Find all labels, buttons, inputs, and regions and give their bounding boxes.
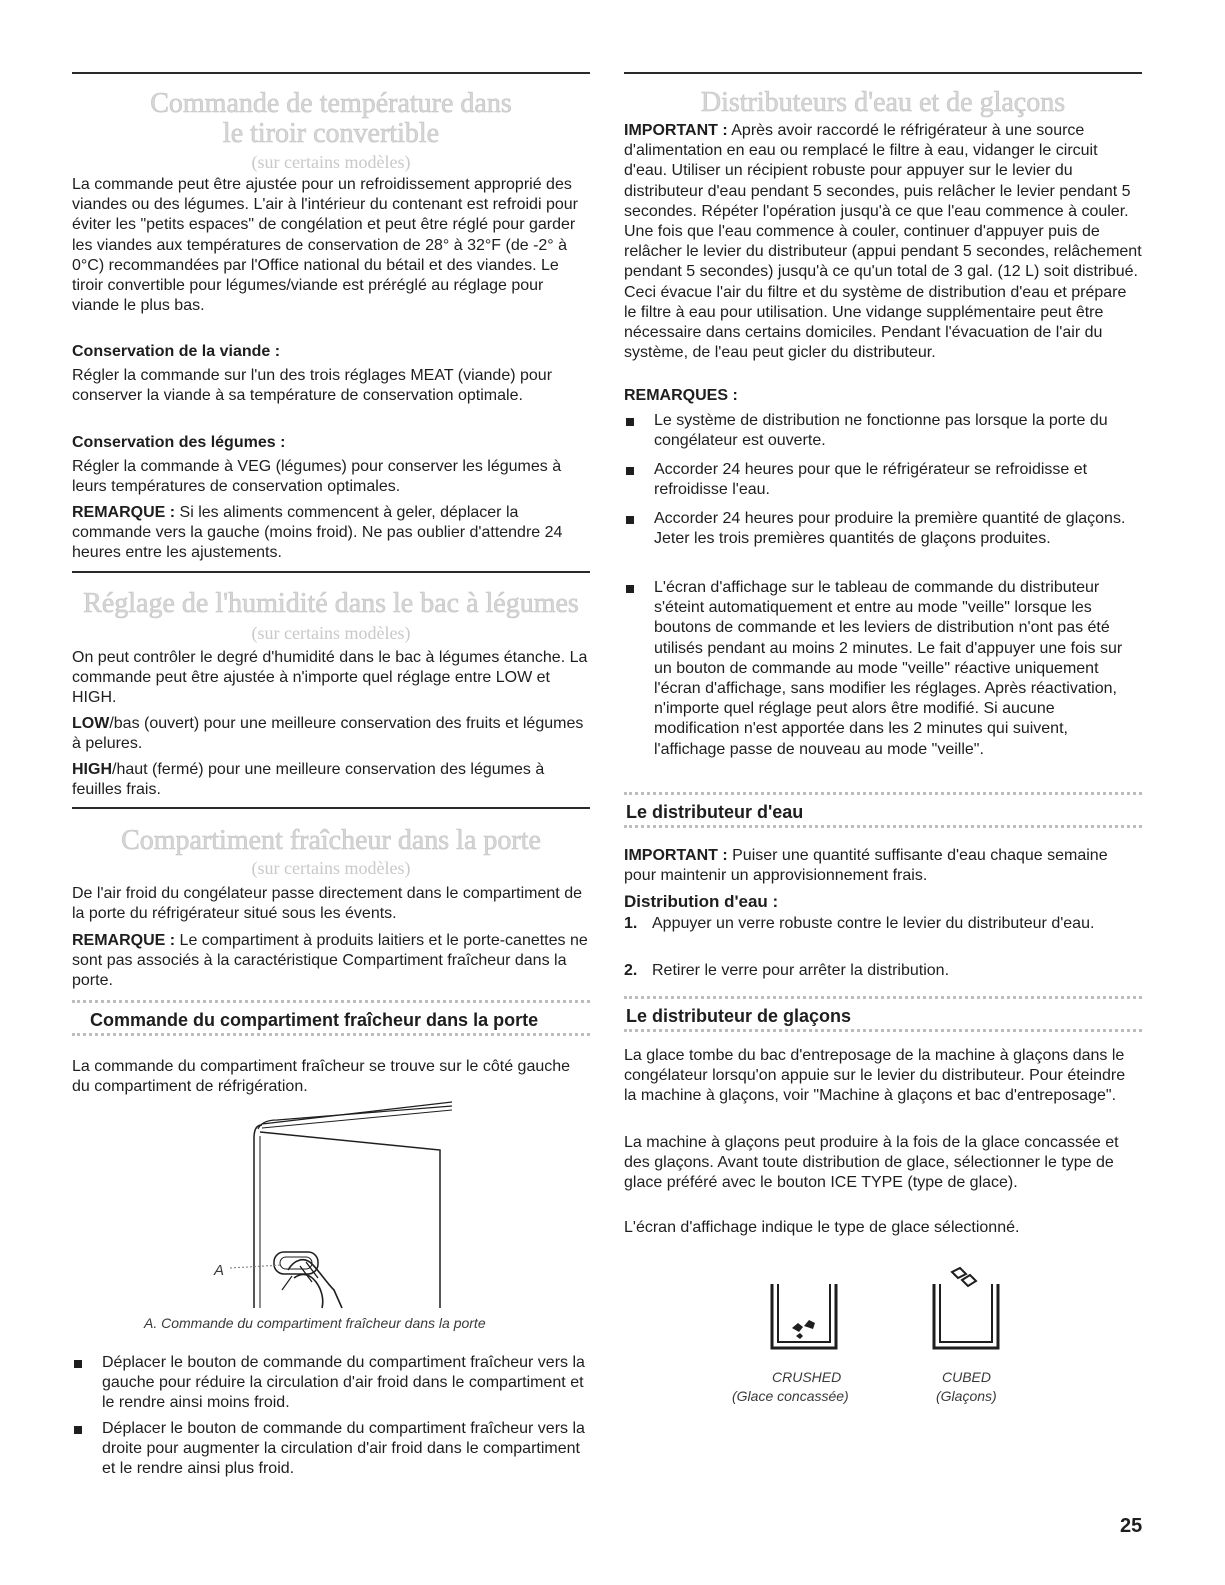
cubed-sublabel: (Glaçons): [936, 1388, 997, 1404]
paragraph: [72, 760, 590, 800]
paragraph: La commande du compartiment fraîcheur se trouve sur le côté gauche du compartiment de réfrigération.: [72, 1058, 571, 1096]
important-label: IMPORTANT :: [624, 847, 728, 864]
setting-label: LOW: [72, 715, 110, 732]
step-number: 1.: [624, 915, 638, 932]
bullet: [74, 1360, 82, 1368]
list-item-text: L'écran d'affichage sur le tableau de commande du distributeur s'éteint automatiquement et entre au mode "veille" lorsque les boutons de commande et les leviers de distribution n'ont pas été utilisés pendant au moins 2 minutes. Le fait d'appuyer une fois sur un bouton de commande au mode "veille" réactive uniquement l'écran d'affichage, sans modifier les réglages. Après réactivation, n'importe quel réglage peut alors être modifié. Si aucune modification n'est apportée dans les 2 minutes qui suivent, l'affichage passe de nouveau au mode "veille".: [654, 579, 1123, 758]
important-text: Après avoir raccordé le réfrigérateur à une source d'alimentation en eau ou remplacé le filtre à eau, vidanger le circuit d'eau. Utiliser un récipient robuste pour appuyer sur le levier du distributeur d'eau pendant 5 secondes, puis relâcher le levier pendant 5 secondes. Répéter l'opération jusqu'à ce que l'eau commence à couler. Une fois que l'eau commence à couler, continuer d'appuyer puis de relâcher le levier du distributeur (appui pendant 5 secondes, relâchement pendant 5 secondes) jusqu'à ce qu'un total de 3 gal. (12 L) soit distribué. Ceci évacue l'air du filtre et du système de distribution d'eau et prépare le filtre à eau pour utilisation. Une vidange supplémentaire peut être nécessaire dans certains domiciles. Pendant l'évacuation de l'air du système, de l'eau peut gicler du distributeur.: [624, 122, 1142, 362]
paragraph: [72, 714, 590, 754]
important-label: IMPORTANT :: [624, 122, 728, 139]
section-rule: [624, 72, 1142, 74]
setting-text: /haut (fermé) pour une meilleure conservation des légumes à feuilles frais.: [72, 761, 545, 799]
list-item-text: Accorder 24 heures pour produire la première quantité de glaçons. Jeter les trois premières quantités de glaçons produites.: [654, 510, 1126, 548]
important-paragraph: [624, 846, 1142, 886]
bullet: [74, 1426, 82, 1434]
subsection-title: Commande du compartiment fraîcheur dans la porte: [90, 1010, 539, 1030]
setting-label: HIGH: [72, 761, 112, 778]
setting-text: /bas (ouvert) pour une meilleure conservation des fruits et légumes à pelures.: [72, 715, 584, 753]
section-title-line1: Commande de température dans: [150, 88, 512, 119]
subheading: REMARQUES :: [624, 387, 738, 404]
subheading: Distribution d'eau :: [624, 892, 779, 911]
note-text: Le compartiment à produits laitiers et le porte-canettes ne sont pas associés à la caractéristique Compartiment fraîcheur dans la porte.: [72, 932, 588, 990]
paragraph: On peut contrôler le degré d'humidité dans le bac à légumes étanche. La commande peut être ajustée à n'importe quel réglage entre LOW et HIGH.: [72, 649, 588, 707]
section-subtitle: (sur certains modèles): [251, 152, 411, 172]
page-number: 25: [1120, 1515, 1143, 1537]
paragraph: De l'air froid du congélateur passe directement dans le compartiment de la porte du réfrigérateur situé sous les évents.: [72, 885, 582, 923]
subsection-band: [624, 792, 1142, 828]
crushed-ice-icon: [764, 1276, 844, 1356]
crushed-label: CRUSHED: [772, 1369, 842, 1385]
bullet: [626, 585, 634, 593]
paragraph: La commande peut être ajustée pour un refroidissement approprié des viandes ou des légumes. L'air à l'intérieur du contenant est refroidi pour éviter les "petits espaces" de congélation et peut être réglé pour garder les viandes aux températures de conservation de 28° à 32°F (de -2° à 0°C) recommandées par l'Office national du bétail et des viandes. Le tiroir convertible pour légumes/viande est préréglé au réglage pour viande le plus bas.: [72, 176, 578, 315]
section-title-line2: le tiroir convertible: [222, 118, 440, 149]
paragraph: Régler la commande sur l'un des trois réglages MEAT (viande) pour conserver la viande à sa température de conservation optimale.: [72, 367, 553, 405]
control-figure: [202, 1020, 522, 1310]
section-subtitle: (sur certains modèles): [251, 858, 411, 878]
bullet: [626, 467, 634, 475]
note-label: REMARQUE :: [72, 932, 176, 949]
bullet: [626, 516, 634, 524]
bullet: [626, 418, 634, 426]
paragraph: L'écran d'affichage indique le type de glace sélectionné.: [624, 1219, 1020, 1236]
important-text: Puiser une quantité suffisante d'eau chaque semaine pour maintenir un approvisionnement frais.: [624, 847, 1108, 885]
important-paragraph: [624, 121, 1142, 363]
crushed-sublabel: (Glace concassée): [732, 1388, 849, 1404]
section-title: Compartiment fraîcheur dans la porte: [121, 825, 541, 856]
list-item-text: Le système de distribution ne fonctionne pas lorsque la porte du congélateur est ouverte.: [654, 412, 1108, 450]
paragraph: Régler la commande à VEG (légumes) pour conserver les légumes à leurs températures de conservation optimales.: [72, 458, 562, 496]
list-item-text: Déplacer le bouton de commande du compartiment fraîcheur vers la gauche pour réduire la circulation d'air froid dans le compartiment et le rendre ainsi moins froid.: [102, 1354, 585, 1412]
section-subtitle: (sur certains modèles): [251, 623, 411, 643]
figure-label: A: [214, 1262, 225, 1279]
cubed-label: CUBED: [942, 1369, 992, 1385]
paragraph: La glace tombe du bac d'entreposage de la machine à glaçons dans le congélateur lorsqu'on appuie sur le levier du distributeur. Pour éteindre la machine à glaçons, voir "Machine à glaçons et bac d'entreposage".: [624, 1047, 1126, 1105]
subheading: Conservation des légumes :: [72, 434, 286, 451]
step-number: 2.: [624, 962, 638, 979]
section-rule: [72, 807, 590, 809]
note-paragraph: [72, 931, 590, 992]
list-item-text: Accorder 24 heures pour que le réfrigérateur se refroidisse et refroidisse l'eau.: [654, 461, 1088, 499]
step-text: Appuyer un verre robuste contre le levier du distributeur d'eau.: [652, 915, 1095, 932]
subsection-band: [624, 996, 1142, 1032]
subsection-title: Le distributeur d'eau: [626, 802, 804, 822]
section-title: Réglage de l'humidité dans le bac à légumes: [83, 588, 579, 619]
figure-caption: A. Commande du compartiment fraîcheur dans la porte: [144, 1315, 486, 1331]
list-item-text: Déplacer le bouton de commande du compartiment fraîcheur vers la droite pour augmenter la circulation d'air froid dans le compartiment et le rendre ainsi plus froid.: [102, 1420, 585, 1478]
note-paragraph: [72, 503, 590, 564]
paragraph: La machine à glaçons peut produire à la fois de la glace concassée et des glaçons. Avant toute distribution de glace, sélectionner le type de glace préféré avec le bouton ICE TYPE (type de glace).: [624, 1134, 1119, 1192]
note-text: Si les aliments commencent à geler, déplacer la commande vers la gauche (moins froid). Ne pas oublier d'attendre 24 heures entre les ajustements.: [72, 504, 563, 562]
section-title: Distributeurs d'eau et de glaçons: [700, 87, 1066, 118]
cubed-ice-icon: [926, 1264, 1006, 1356]
section-rule: [72, 72, 590, 74]
subheading: Conservation de la viande :: [72, 343, 281, 360]
subsection-title: Le distributeur de glaçons: [626, 1006, 852, 1026]
section-rule: [72, 571, 590, 573]
note-label: REMARQUE :: [72, 504, 176, 521]
step-text: Retirer le verre pour arrêter la distribution.: [652, 962, 950, 979]
